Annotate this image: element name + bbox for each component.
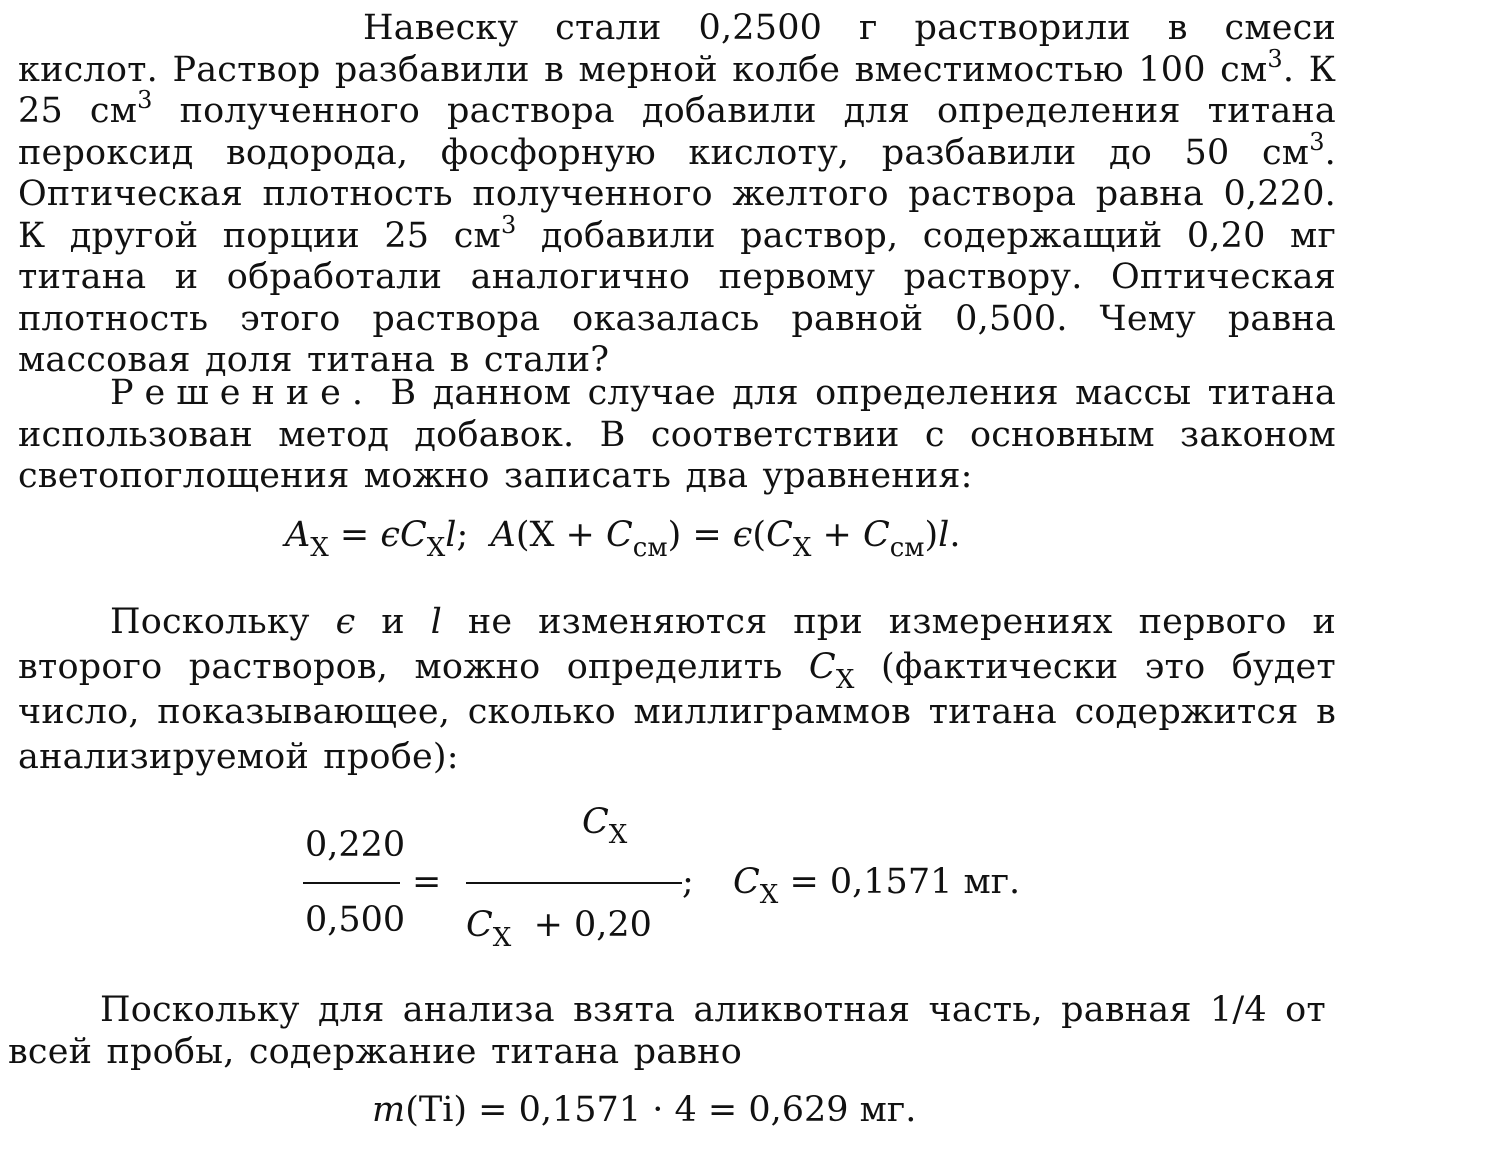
fraction-left-numerator: 0,220 — [305, 825, 406, 865]
fraction-right-denominator: $C_X + 0,20$ — [466, 905, 652, 953]
problem-text-e: добавили раствор, содержащий 0,20 мг титана и обработали аналогично первому раствору. Оптическая плотность этого раствора оказалась равной 0,500. Чему равна массовая доля титана в стали? — [18, 215, 1336, 380]
aliquot-paragraph: Поскольку для анализа взята аликвотная часть, равная 1/4 от всей пробы, содержание титана равно — [8, 990, 1326, 1072]
equation-mass-titanium: m(Ti) = 0,1571 · 4 = 0,629 мг. — [372, 1090, 917, 1130]
fraction-left-bar — [303, 882, 400, 884]
semicolon: ; — [682, 862, 694, 902]
fraction-right-numerator: $C_X$ — [582, 802, 628, 850]
problem-text-b: . К 25 см — [18, 49, 1336, 131]
solution-paragraph — [18, 373, 1336, 498]
explanation-paragraph: Поскольку ϵ и l не изменяются при измерениях первого и второго растворов, можно определить $C_X$ (фактически это будет число, показывающее, сколько миллиграммов титана содержится в анализируемой пробе): — [18, 602, 1336, 777]
result-expression: $C_X = 0,1571$ мг. — [733, 862, 1021, 910]
equals-sign: = — [412, 862, 442, 902]
problem-paragraph — [18, 8, 1336, 382]
superscript-3: 3 — [1267, 44, 1283, 73]
problem-line1: Навеску стали 0,2500 г растворили в смеси кислот. — [18, 8, 1336, 90]
solution-text: В данном случае для определения массы титана использован метод добавок. В соответствии с основным законом светопоглощения можно записать два уравнения: — [18, 373, 1336, 496]
solution-label: Решение. — [110, 373, 375, 413]
superscript-3: 3 — [137, 86, 153, 114]
fraction-right-bar — [466, 882, 682, 884]
problem-text-a: Раствор разбавили в мерной колбе вместимостью 100 см — [172, 49, 1268, 90]
equation-beer-lambert: $A_X = \epsilon C_Xl$; $A(X + C_{см}) = \epsilon(C_X + C_{см})l$. — [285, 515, 961, 563]
problem-text-d: . Оптическая плотность полученного желтого раствора равна 0,220. К другой порции 25 см — [18, 132, 1336, 256]
fraction-left-denominator: 0,500 — [305, 900, 406, 940]
superscript-3: 3 — [1309, 127, 1325, 156]
problem-text-c: полученного раствора добавили для определения титана пероксид водорода, фосфорную кислоту, разбавили до 50 см — [18, 91, 1336, 173]
superscript-3: 3 — [500, 210, 517, 239]
